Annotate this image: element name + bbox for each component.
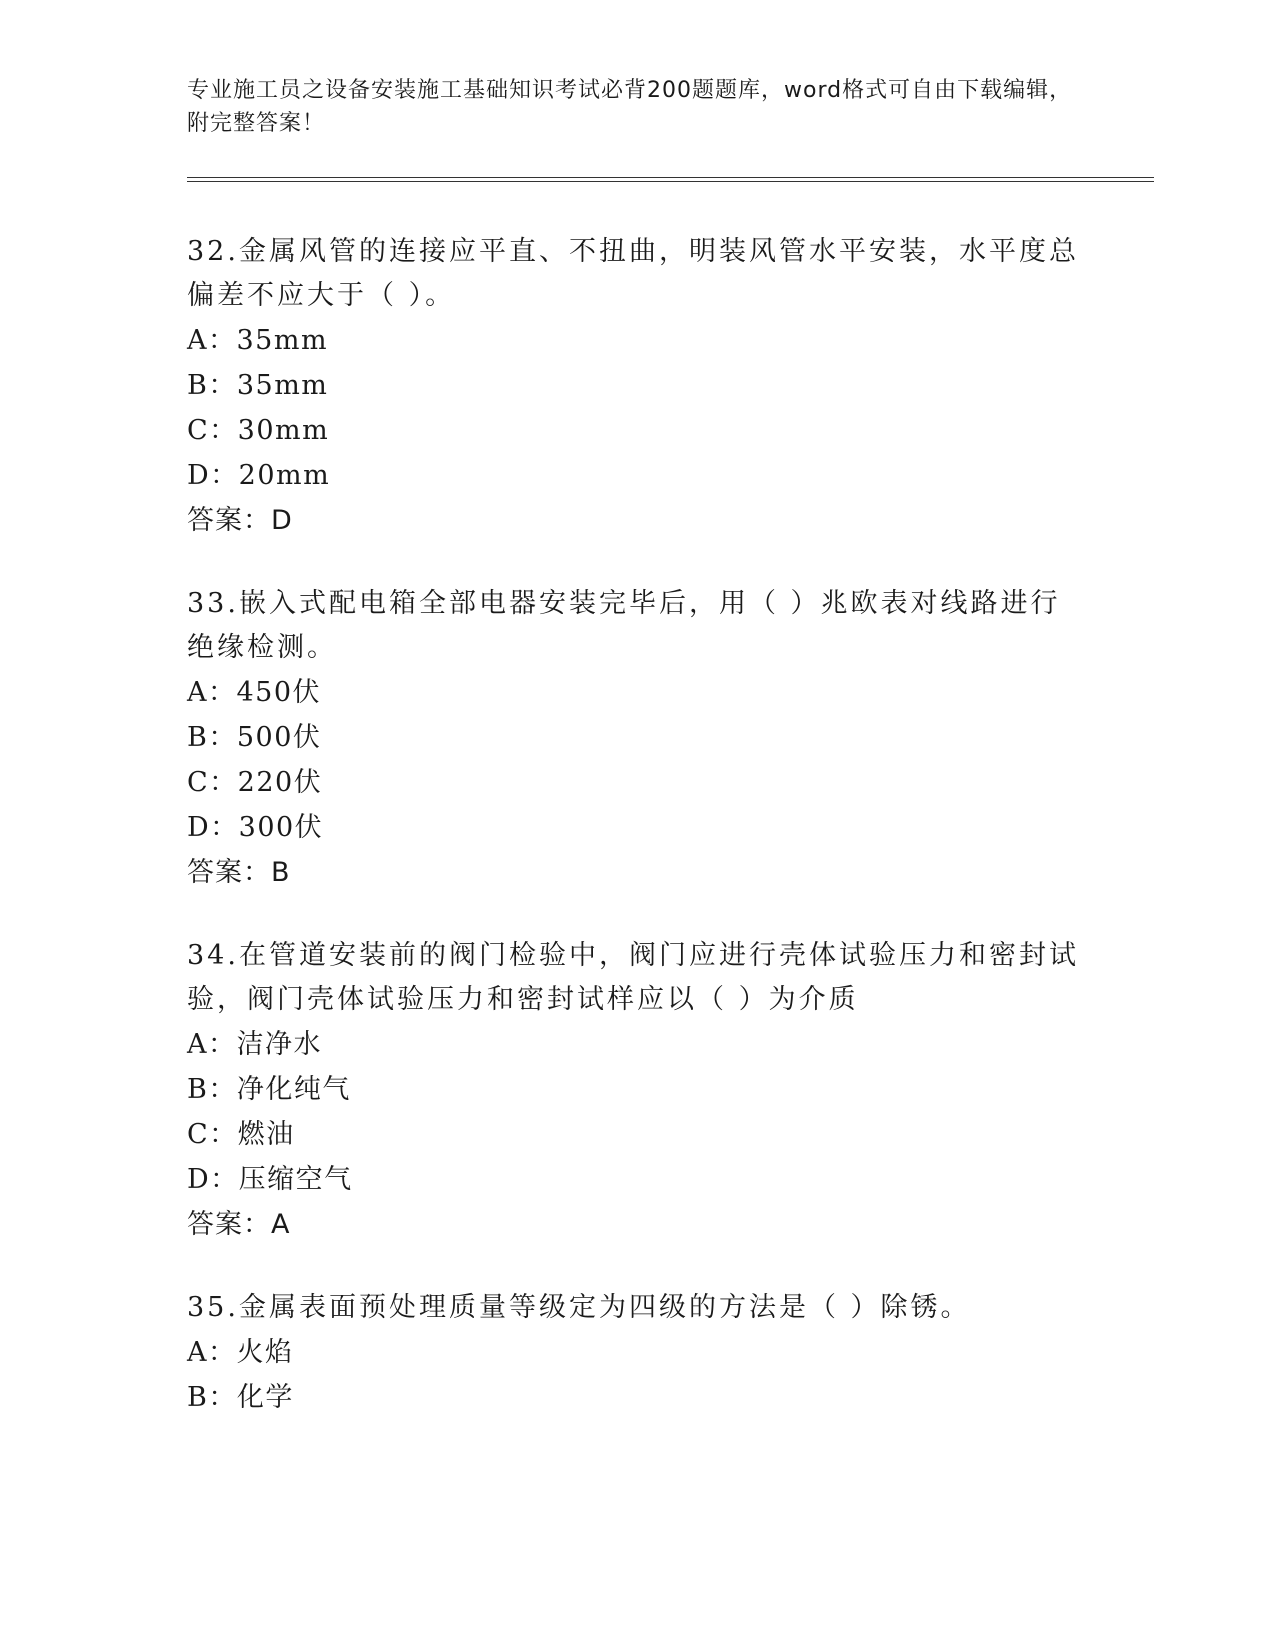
question-35 [187,1286,1087,1420]
header-divider [187,177,1154,182]
question-list [187,230,1087,1458]
question-33 [187,582,1087,896]
document-header [187,74,1087,140]
question-stem: 32.金属风管的连接应平直、不扭曲，明装风管水平安装，水平度总偏差不应大于（ ）。 [187,236,1079,311]
question-34 [187,934,1087,1248]
option-b: B：净化纯气 [187,1074,351,1105]
option-b: B：500伏 [187,722,322,753]
answer-line: 答案：A [187,1209,291,1240]
option-c: C：30mm [187,415,330,446]
option-a: A：洁净水 [187,1029,322,1060]
answer-line: 答案：D [187,505,293,536]
option-c: C：燃油 [187,1119,295,1150]
answer-line: 答案：B [187,857,291,888]
option-b: B：化学 [187,1382,294,1413]
option-d: D：300伏 [187,812,324,843]
option-b: B：35mm [187,370,329,401]
question-stem: 35.金属表面预处理质量等级定为四级的方法是（ ）除锈。 [187,1292,971,1323]
option-d: D：压缩空气 [187,1164,353,1195]
question-stem: 33.嵌入式配电箱全部电器安装完毕后，用（ ）兆欧表对线路进行绝缘检测。 [187,588,1061,663]
option-a: A：35mm [187,325,329,356]
option-c: C：220伏 [187,767,323,798]
option-a: A：450伏 [187,677,322,708]
question-stem: 34.在管道安装前的阀门检验中，阀门应进行壳体试验压力和密封试验，阀门壳体试验压力和密封试样应以（ ）为介质 [187,940,1079,1015]
document-title: 专业施工员之设备安装施工基础知识考试必背200题题库，word格式可自由下载编辑，附完整答案！ [187,78,1073,136]
option-a: A：火焰 [187,1337,294,1368]
option-d: D：20mm [187,460,331,491]
question-32 [187,230,1087,544]
